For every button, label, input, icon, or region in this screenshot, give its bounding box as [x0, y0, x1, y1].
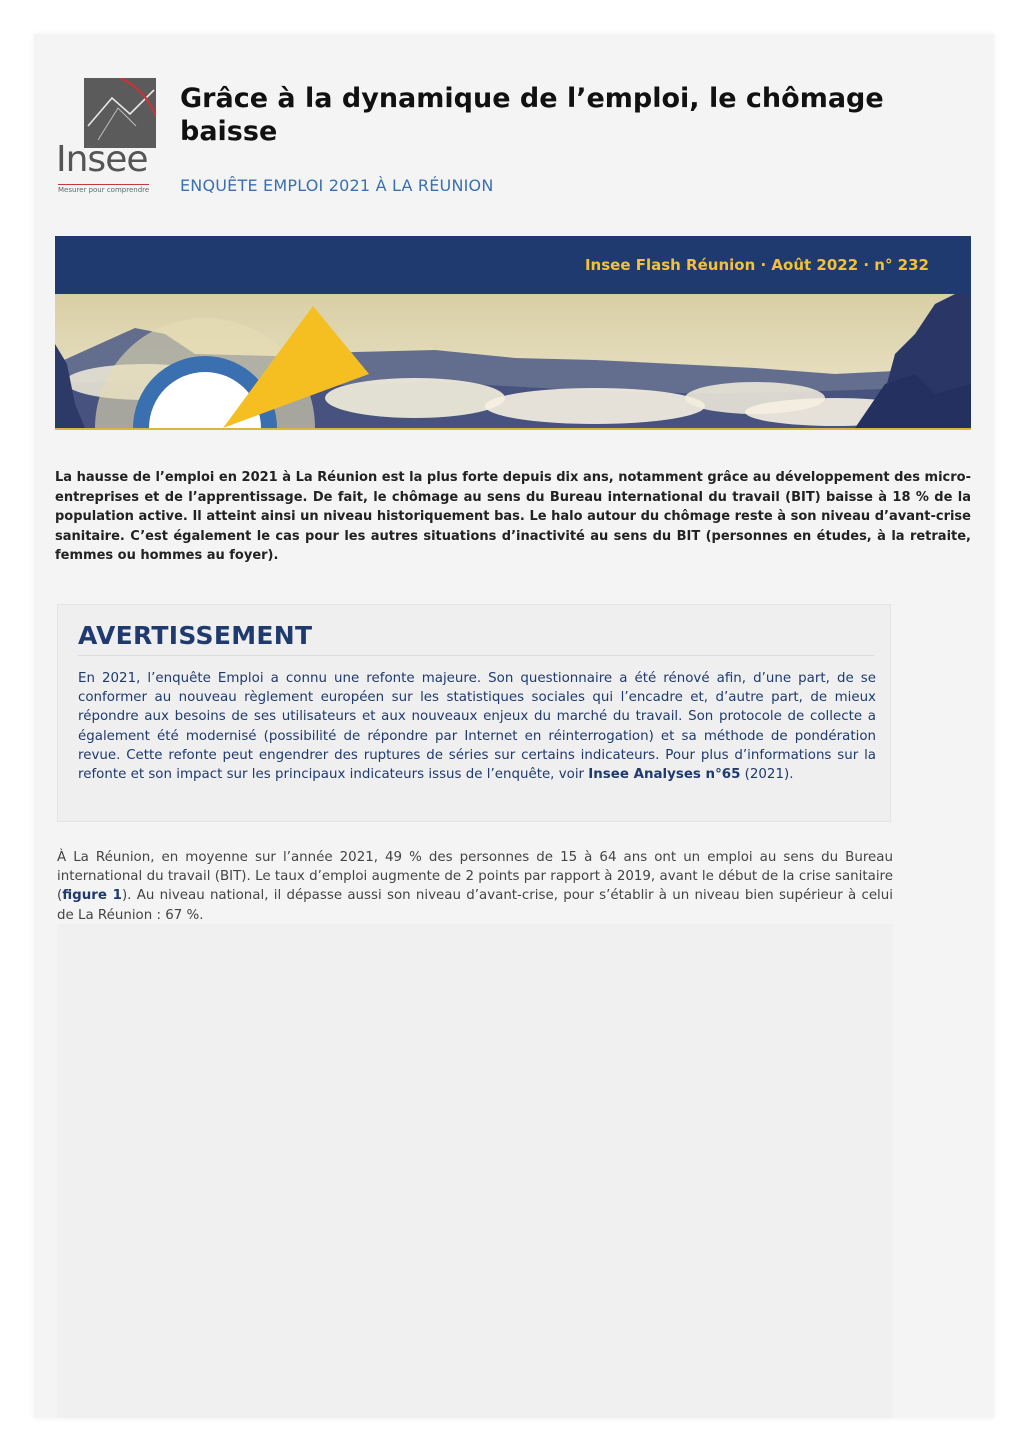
warning-box	[57, 604, 891, 822]
insee-analyses-link[interactable]: Insee Analyses n°65	[588, 767, 741, 783]
warning-text-part: (2021).	[740, 767, 794, 783]
body-paragraph	[57, 848, 893, 925]
insee-logo[interactable]	[56, 78, 160, 200]
landscape-illustration	[55, 294, 971, 428]
page-title: Grâce à la dynamique de l’emploi, le chômage baisse	[180, 83, 884, 147]
column-background	[57, 924, 893, 1418]
logo-mark-icon	[84, 78, 156, 148]
logo-mark	[84, 78, 156, 148]
logo-tagline: Mesurer pour comprendre	[58, 186, 150, 194]
body-text-part: ). Au niveau national, il dépasse aussi son niveau d’avant-crise, pour s’établir à un niveau bien supérieur à celui de La Réunion : 67 %.	[57, 888, 893, 923]
publication-label: Insee Flash Réunion · Août 2022 · n° 232	[584, 256, 929, 274]
logo-wordmark: Insee	[56, 139, 148, 180]
warning-divider	[78, 655, 874, 656]
warning-title: AVERTISSEMENT	[78, 621, 313, 650]
page-subtitle: ENQUÊTE EMPLOI 2021 À LA RÉUNION	[180, 176, 494, 195]
figure-1-link[interactable]: figure 1	[62, 888, 122, 904]
body-text-part: À La Réunion, en moyenne sur l’année 2021, 49 % des personnes de 15 à 64 ans ont un emploi au sens du Bureau international du travail (BIT). Le taux d’emploi augmente de 2 points par rapport à 2019, avant le début de la crise sanitaire (	[57, 850, 893, 904]
warning-text	[78, 669, 876, 784]
banner-landscape-image	[55, 294, 971, 430]
warning-text-part: En 2021, l’enquête Emploi a connu une refonte majeure. Son questionnaire a été rénové afin, d’une part, de se conformer au nouveau règlement européen sur les statistiques sociales qui l’encadre et, d’autre part, de mieux répondre aux besoins de ses utilisateurs et aux nouveaux enjeux du marché du travail. Son protocole de collecte a également été modernisé (possibilité de répondre par Internet en réinterrogation) et sa méthode de pondération revue. Cette refonte peut engendrer des ruptures de séries sur certains indicateurs. Pour plus d’informations sur la refonte et son impact sur les principaux indicateurs issus de l’enquête, voir	[78, 671, 876, 783]
document-page	[34, 34, 994, 1418]
intro-paragraph: La hausse de l’emploi en 2021 à La Réunion est la plus forte depuis dix ans, notamment grâce au développement des micro-entreprises et de l’apprentissage. De fait, le chômage au sens du Bureau international du travail (BIT) baisse à 18 % de la population active. Il atteint ainsi un niveau historiquement bas. Le halo autour du chômage reste à son niveau d’avant-crise sanitaire. C’est également le cas pour les autres situations d’inactivité au sens du BIT (personnes en études, à la retraite, femmes ou hommes au foyer).	[55, 470, 971, 563]
publication-banner	[55, 236, 971, 294]
